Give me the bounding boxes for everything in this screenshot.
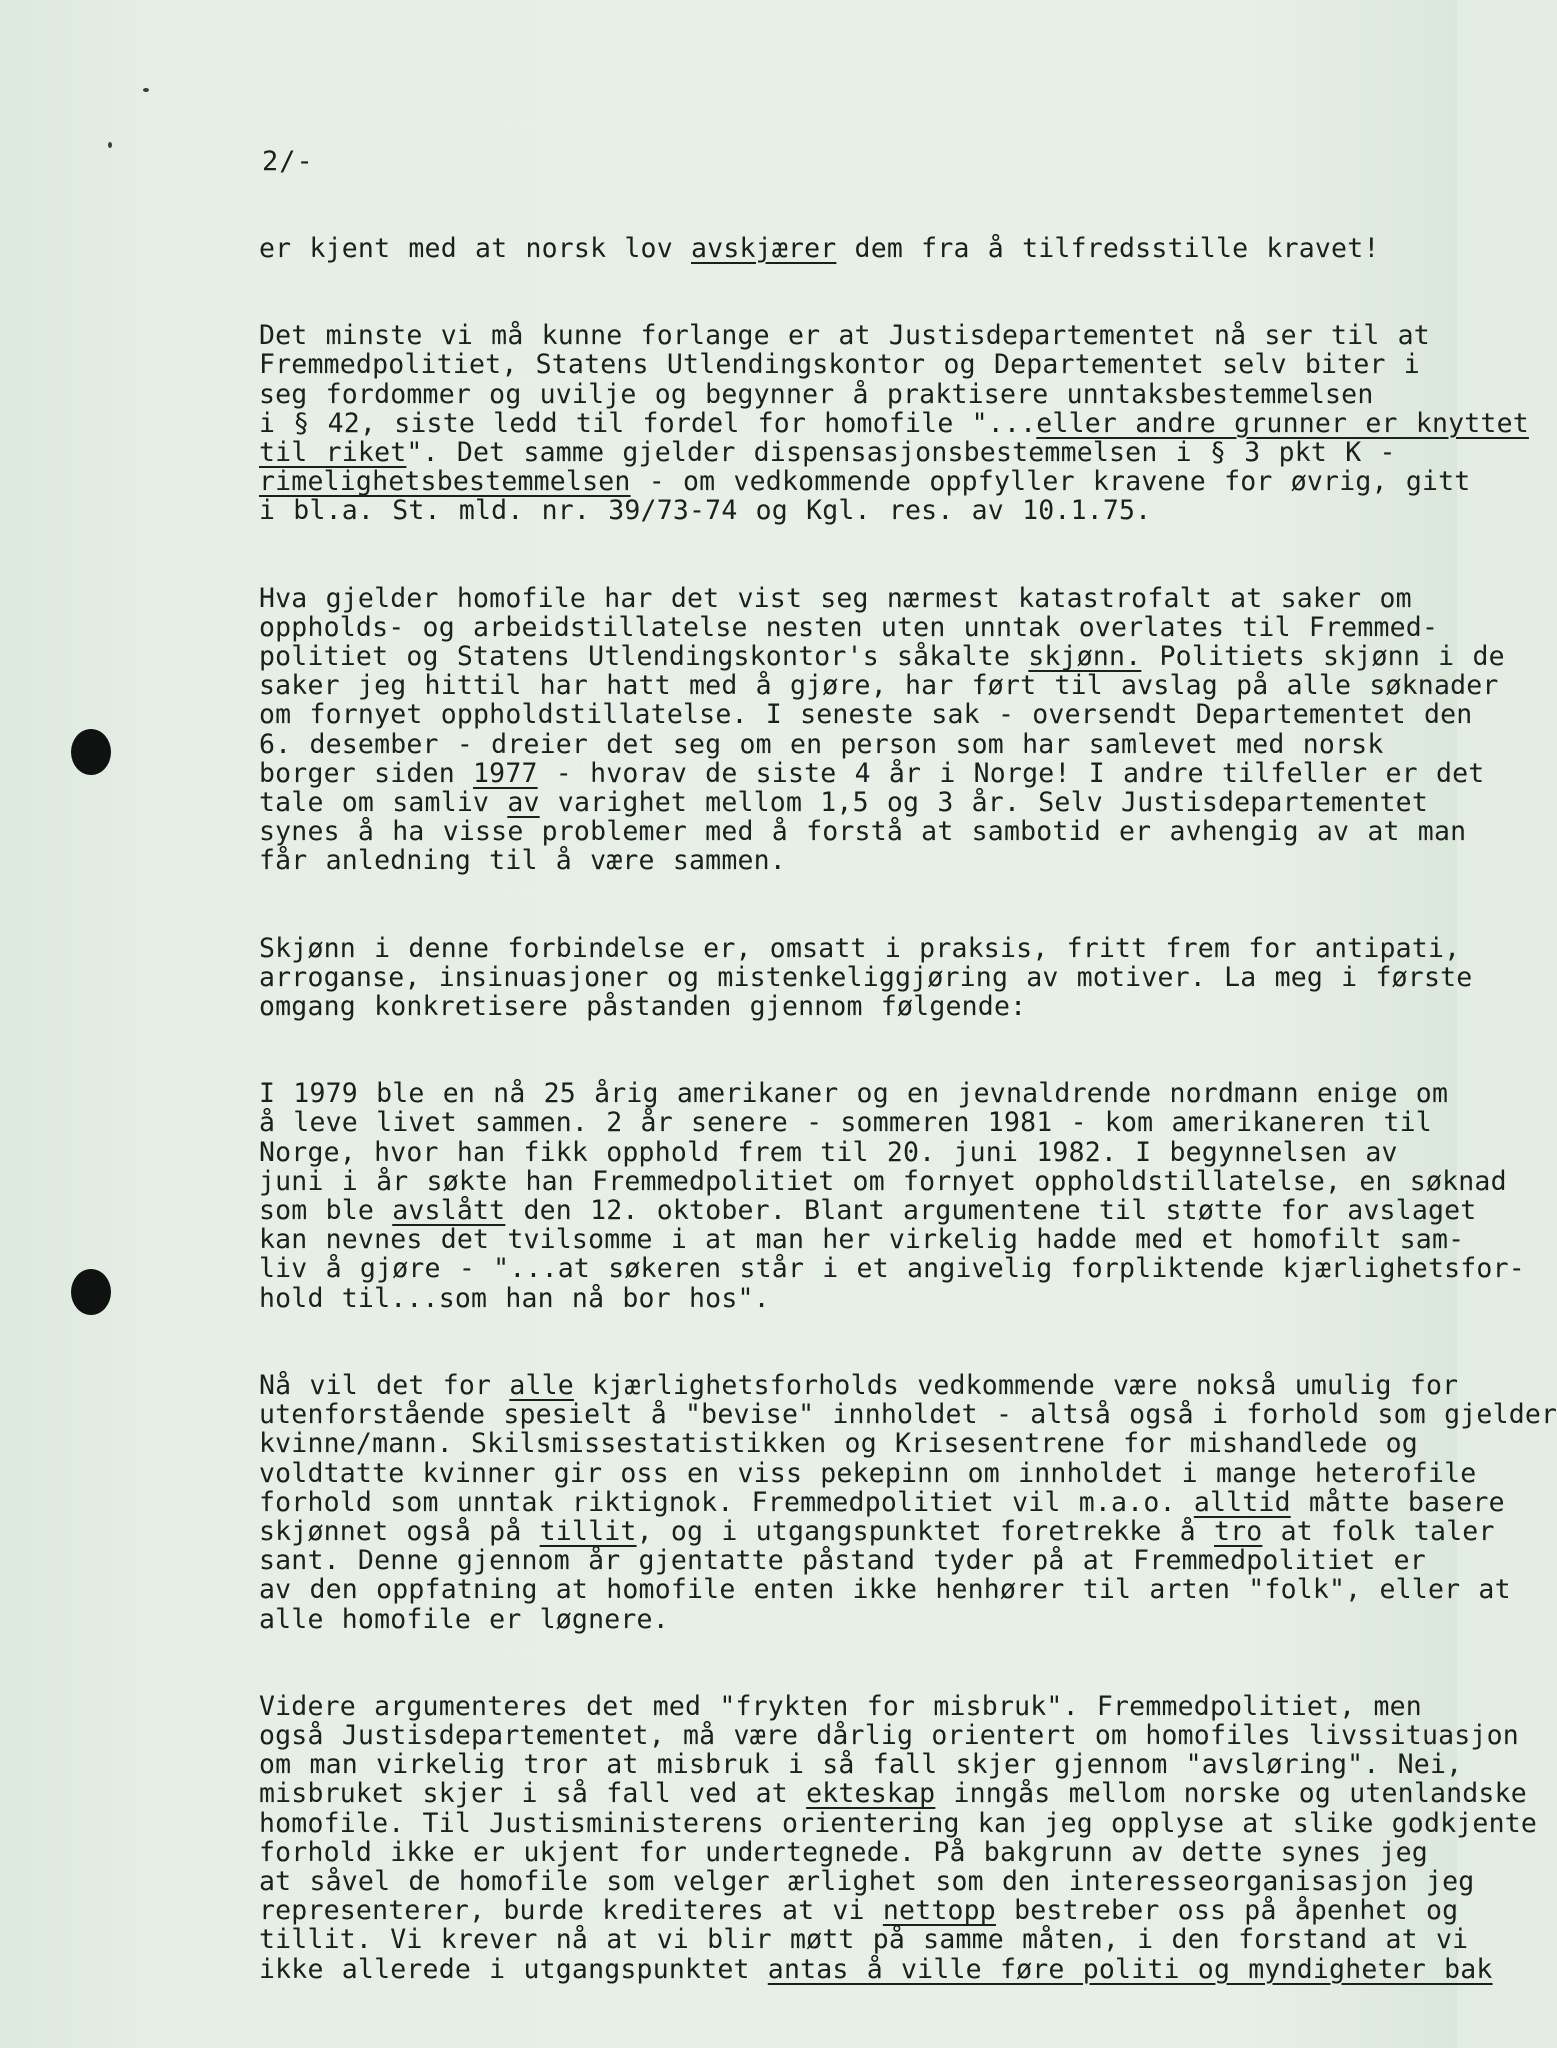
text-line [259, 641, 1505, 673]
text-line [259, 380, 1389, 409]
paragraph-6 [259, 1369, 1557, 1635]
text-segment: oppholds- og arbeidstillatelse nesten uten unntak overlates til Fremmed- [259, 611, 1439, 643]
text-segment: inngås mellom norske og utenlandske [935, 1778, 1527, 1810]
text-segment: av den oppfatning at homofile enten ikke henhører til arten "folk", eller at [259, 1574, 1511, 1606]
text-line [259, 1515, 1495, 1547]
text-segment: , og i utgangspunktet foretrekke å [636, 1515, 1214, 1547]
scan-speck [108, 142, 112, 148]
text-line [259, 1399, 1557, 1431]
text-segment: Politiets skjønn i de [1141, 641, 1505, 673]
text-line [259, 1078, 1449, 1110]
underlined-text: nettopp [882, 1895, 996, 1927]
text-line [259, 496, 1389, 525]
text-line [259, 1545, 1426, 1577]
text-line [259, 582, 1412, 614]
underlined-text: ekteskap [806, 1778, 936, 1810]
text-segment: om fornyet oppholdstillatelse. I seneste sak - oversendt Departementet den [259, 699, 1473, 731]
text-segment: Nå vil det for [259, 1369, 510, 1401]
text-segment: kvinne/mann. Skilsmissestatistikken og Krisesentrene for mishandlede og [259, 1428, 1418, 1460]
text-segment: politiet og Statens Utlendingskontor's såkalte [259, 641, 1029, 673]
text-segment: at såvel de homofile som velger ærlighet som den interesseorganisasjon jeg [259, 1865, 1475, 1897]
text-segment: å leve livet sammen. 2 år senere - sommeren 1981 - kom amerikaneren til [259, 1107, 1432, 1139]
text-line [259, 757, 1485, 789]
text-segment: tale om samliv [259, 787, 508, 819]
text-segment: omgang konkretisere påstanden gjennom følgende: [259, 991, 1027, 1023]
text-line [259, 699, 1473, 731]
text-segment: hold til...som han nå bor hos". [259, 1282, 770, 1314]
text-segment: varighet mellom 1,5 og 3 år. Selv Justisdepartementet [539, 787, 1428, 819]
text-segment: utenforstående spesielt å "bevise" innholdet - altså også i forhold som gjelder [259, 1399, 1557, 1431]
text-segment: Det minste vi må kunne forlange er at Justisdepartementet nå ser til at [259, 320, 1430, 352]
text-line [259, 1690, 1422, 1722]
underlined-text: skjønn. [1028, 641, 1142, 673]
text-segment: forhold ikke er ukjent for undertegnede. På bakgrunn av dette synes jeg [259, 1836, 1428, 1868]
text-line [259, 932, 1461, 964]
text-line [259, 437, 1396, 469]
paragraph-1 [259, 234, 1389, 263]
paragraph-4 [259, 932, 1473, 1023]
text-line [259, 466, 1471, 498]
underlined-text: tillit [539, 1515, 637, 1547]
text-segment: som ble [259, 1195, 393, 1227]
text-segment: også Justisdepartementet, må være dårlig orientert om homofiles livssituasjon [259, 1719, 1519, 1751]
text-segment: kan nevnes det tvilsomme i at man her virkelig hadde med et homofilt sam- [259, 1224, 1465, 1256]
text-line [259, 407, 1529, 439]
text-segment: liv å gjøre - "...at søkeren står i et angivelig forpliktende kjærlighetsfor- [259, 1253, 1525, 1285]
text-line [259, 1865, 1475, 1897]
text-segment: at folk taler [1262, 1515, 1495, 1547]
text-segment: - hvorav de siste 4 år i Norge! I andre tilfeller er det [537, 757, 1485, 789]
text-line [259, 1719, 1519, 1751]
scan-speck [143, 88, 149, 92]
text-segment: - om vedkommende oppfyller kravene for øvrig, gitt [630, 466, 1471, 498]
text-line [259, 1778, 1527, 1810]
text-segment: om man virkelig tror at misbruk i så fall skjer gjennom "avsløring". Nei, [259, 1749, 1463, 1781]
text-line [259, 961, 1473, 993]
text-segment: borger siden [259, 757, 474, 789]
text-segment: får anledning til å være sammen. [259, 845, 786, 877]
paragraph-5 [259, 1078, 1525, 1314]
underlined-text: antas å ville føre politi og myndigheter bak [767, 1953, 1493, 1985]
underlined-text: tro [1213, 1515, 1263, 1547]
text-segment: Skjønn i denne forbindelse er, omsatt i praksis, fritt frem for antipati, [259, 932, 1461, 964]
text-segment: 6. desember - dreier det seg om en person som har samlevet med norsk [259, 728, 1384, 760]
text-line [259, 1574, 1511, 1606]
text-segment: alle homofile er løgnere. [259, 1603, 669, 1635]
underlined-text: til riket [259, 437, 407, 469]
text-segment: synes å ha visse problemer med å forstå at sambotid er avhengig av at man [259, 816, 1467, 848]
page-number: 2/- [262, 146, 314, 177]
text-segment: misbruket skjer i så fall ved at [259, 1778, 807, 1810]
text-line [259, 816, 1467, 848]
text-segment: sant. Denne gjennom år gjentatte påstand tyder på at Fremmedpolitiet er [259, 1545, 1426, 1577]
underlined-text: 1977 [473, 757, 538, 789]
underlined-text: alltid [1193, 1486, 1291, 1518]
text-line [259, 1284, 1389, 1313]
text-segment: saker jeg hittil har hatt med å gjøre, har ført til avslag på alle søknader [259, 670, 1499, 702]
text-line [259, 1605, 1389, 1634]
text-line [259, 234, 1389, 263]
underlined-text: rimelighetsbestemmelsen [259, 466, 631, 498]
text-line [259, 1195, 1477, 1227]
text-line [259, 1836, 1428, 1868]
text-line [259, 1165, 1507, 1197]
text-segment: skjønnet også på [259, 1515, 540, 1547]
text-segment: bestreber oss på åpenhet og [995, 1895, 1459, 1927]
punch-hole-bottom [71, 1269, 111, 1315]
punch-hole-top [71, 729, 111, 775]
text-segment: Fremmedpolitiet, Statens Utlendingskontor og Departementet selv biter i [259, 349, 1420, 381]
text-segment: seg fordommer og uvilje og begynner å praktisere unntaksbestemmelsen [259, 378, 1374, 410]
text-segment: juni i år søkte han Fremmedpolitiet om fornyet oppholdstillatelse, en søknad [259, 1165, 1507, 1197]
underlined-text: av [507, 787, 540, 819]
text-segment: dem fra å tilfredsstille kravet! [836, 233, 1380, 264]
text-segment: I 1979 ble en nå 25 årig amerikaner og en jevnaldrende nordmann enige om [259, 1078, 1449, 1110]
text-segment: Videre argumenteres det med "frykten for misbruk". Fremmedpolitiet, men [259, 1690, 1422, 1722]
text-line [259, 1136, 1398, 1168]
text-segment: forhold som unntak riktignok. Fremmedpolitiet vil m.a.o. [259, 1486, 1194, 1518]
text-line [259, 1107, 1432, 1139]
text-segment: ikke allerede i utgangspunktet [259, 1953, 768, 1985]
text-line [259, 1369, 1459, 1401]
text-line [259, 320, 1430, 352]
text-line [259, 611, 1439, 643]
text-segment: i § 42, siste ledd til fordel for homofile "... [259, 407, 1037, 439]
text-line [259, 1895, 1459, 1927]
text-segment: representerer, burde krediteres at vi [259, 1895, 883, 1927]
text-segment: tillit. Vi krever nå at vi blir møtt på samme måten, i den forstand at vi [259, 1924, 1469, 1956]
underlined-text: avslått [392, 1195, 506, 1227]
text-line [259, 787, 1428, 819]
text-line [259, 1749, 1463, 1781]
paragraph-2 [259, 320, 1529, 527]
text-segment: homofile. Til Justisministerens orientering kan jeg opplyse at slike godkjente [259, 1807, 1538, 1839]
text-segment: i bl.a. St. mld. nr. 39/73-74 og Kgl. res. av 10.1.75. [259, 495, 1152, 527]
text-line [259, 1924, 1469, 1956]
underlined-text: alle [509, 1369, 574, 1401]
text-segment: Hva gjelder homofile har det vist seg nærmest katastrofalt at saker om [259, 582, 1412, 614]
text-line [259, 1253, 1525, 1285]
text-segment: den 12. oktober. Blant argumentene til støtte for avslaget [505, 1195, 1477, 1227]
text-line [259, 1807, 1538, 1839]
underlined-text: avskjærer [691, 233, 837, 264]
paragraph-7 [259, 1690, 1538, 1985]
text-line [259, 1224, 1465, 1256]
text-line [259, 349, 1420, 381]
text-line [259, 730, 1389, 759]
paragraph-3 [259, 582, 1505, 877]
text-segment: Norge, hvor han fikk opphold frem til 20. juni 1982. I begynnelsen av [259, 1136, 1398, 1168]
text-line [259, 1953, 1493, 1985]
text-segment: måtte basere [1290, 1486, 1505, 1518]
text-line [259, 1486, 1505, 1518]
underlined-text: eller andre grunner er knyttet [1036, 407, 1529, 439]
text-line [259, 1457, 1477, 1489]
text-line [259, 1428, 1418, 1460]
text-line [259, 846, 1389, 875]
text-line [259, 670, 1499, 702]
text-segment: arroganse, insinuasjoner og mistenkeliggjøring av motiver. La meg i første [259, 961, 1473, 993]
text-segment: er kjent med at norsk lov [259, 233, 692, 264]
text-segment: kjærlighetsforholds vedkommende være nokså umulig for [573, 1369, 1459, 1401]
text-segment: ". Det samme gjelder dispensasjonsbestemmelsen i § 3 pkt K - [406, 437, 1396, 469]
text-segment: voldtatte kvinner gir oss en viss pekepinn om innholdet i mange heterofile [259, 1457, 1477, 1489]
letter-body [259, 233, 1557, 2042]
text-line [259, 992, 1389, 1021]
